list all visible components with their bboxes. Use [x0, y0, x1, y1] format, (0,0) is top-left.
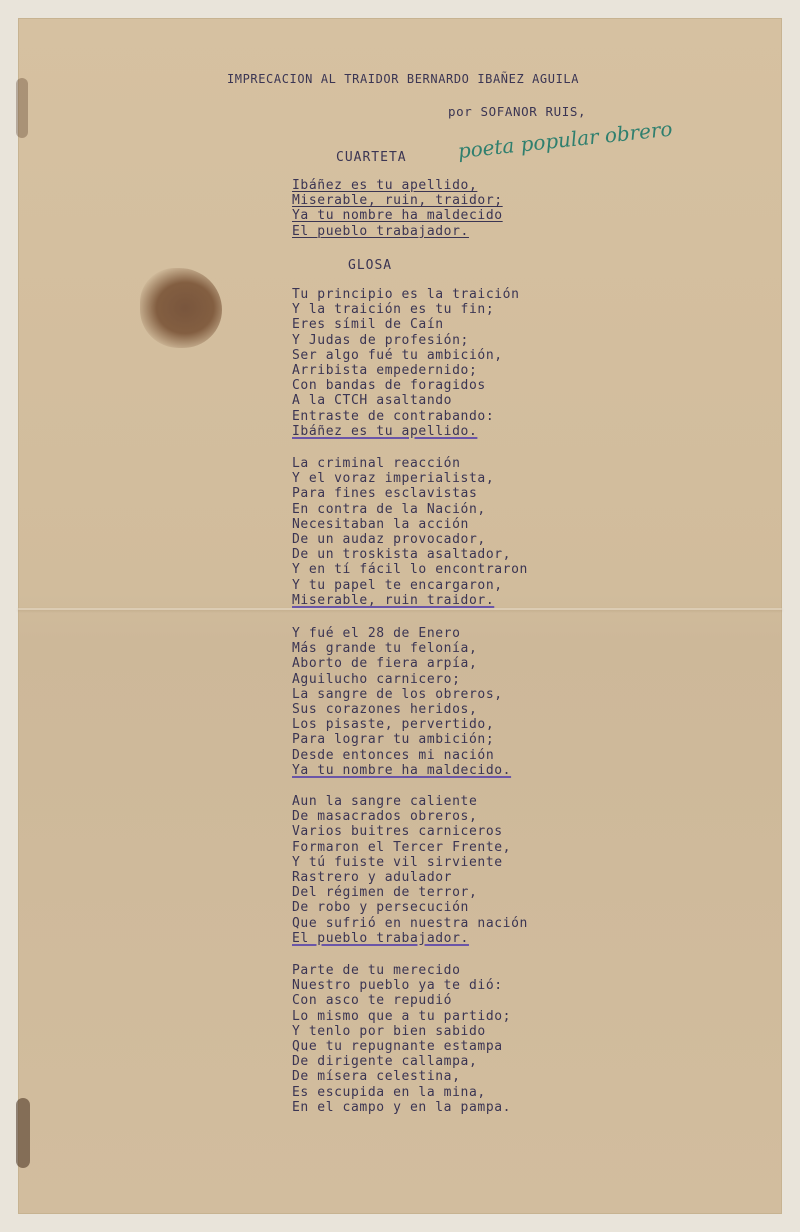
- verse-line: Arribista empedernido;: [292, 362, 478, 378]
- edge-stain: [16, 78, 28, 138]
- verse-line: Y la traición es tu fin;: [292, 302, 495, 318]
- verse-line: Con asco te repudió: [292, 993, 453, 1009]
- poem-title: IMPRECACION AL TRAIDOR BERNARDO IBAÑEZ AGUILA: [226, 72, 580, 86]
- verse-line: Y el voraz imperialista,: [292, 471, 495, 487]
- verse-line: Entraste de contrabando:: [292, 408, 495, 424]
- author-line: por SOFANOR RUIS,: [448, 104, 587, 119]
- verse-line: Ya tu nombre ha maldecido: [292, 208, 503, 224]
- verse-line: Ser algo fué tu ambición,: [292, 347, 503, 363]
- verse-line: La sangre de los obreros,: [292, 686, 503, 702]
- verse-line: De dirigente callampa,: [292, 1054, 478, 1070]
- verse-line: Que tu repugnante estampa: [292, 1038, 503, 1054]
- verse-line: Ibáñez es tu apellido.: [292, 423, 478, 439]
- handwritten-note: poeta popular obrero: [456, 116, 674, 164]
- verse-line: Parte de tu merecido: [292, 963, 461, 978]
- verse-line: De masacrados obreros,: [292, 809, 478, 825]
- verse-line: Necesitaban la acción: [292, 516, 469, 532]
- verse-line: En contra de la Nación,: [292, 501, 486, 517]
- verse-line: Y tú fuiste vil sirviente: [292, 854, 503, 870]
- paper-fold: [18, 608, 782, 610]
- glosa-stanza: [292, 963, 622, 1115]
- glosa-stanza: [292, 456, 622, 608]
- verse-line: De un troskista asaltador,: [292, 547, 512, 563]
- verse-line: Del régimen de terror,: [292, 885, 478, 901]
- verse-line: De robo y persecución: [292, 900, 469, 916]
- verse-line: Más grande tu felonía,: [292, 641, 478, 657]
- verse-line: Para lograr tu ambición;: [292, 732, 495, 748]
- verse-line: Y tu papel te encargaron,: [292, 577, 503, 593]
- verse-line: Es escupida en la mina,: [292, 1084, 486, 1100]
- verse-line: Formaron el Tercer Frente,: [292, 839, 512, 855]
- glosa-stanza: [292, 794, 622, 946]
- verse-line: En el campo y en la pampa.: [292, 1099, 512, 1115]
- verse-line: Ya tu nombre ha maldecido.: [292, 762, 512, 778]
- verse-line: Para fines esclavistas: [292, 486, 478, 502]
- glosa-stanza: [292, 626, 622, 778]
- verse-line: Aborto de fiera arpía,: [292, 656, 478, 672]
- verse-line: Miserable, ruin traidor.: [292, 592, 495, 608]
- verse-line: Con bandas de foragidos: [292, 378, 486, 394]
- verse-line: Y tenlo por bien sabido: [292, 1023, 486, 1039]
- verse-line: Los pisaste, pervertido,: [292, 717, 495, 733]
- verse-line: A la CTCH asaltando: [292, 393, 453, 409]
- verse-line: De mísera celestina,: [292, 1069, 461, 1085]
- verse-line: Aguilucho carnicero;: [292, 671, 461, 687]
- stain-mark: [140, 268, 222, 348]
- verse-line: Y en tí fácil lo encontraron: [292, 562, 528, 578]
- verse-line: Desde entonces mi nación: [292, 747, 495, 763]
- verse-line: El pueblo trabajador.: [292, 223, 469, 239]
- paper-sheet: [18, 18, 782, 1214]
- edge-stain: [16, 1098, 30, 1168]
- cuarteta-stanza: [292, 178, 622, 239]
- verse-line: Sus corazones heridos,: [292, 701, 478, 717]
- heading-glosa: GLOSA: [348, 258, 393, 273]
- verse-line: Que sufrió en nuestra nación: [292, 915, 528, 931]
- verse-line: Ibáñez es tu apellido,: [292, 178, 478, 193]
- verse-line: Tu principio es la traición: [292, 287, 520, 302]
- verse-line: Eres símil de Caín: [292, 317, 444, 333]
- verse-line: El pueblo trabajador.: [292, 930, 469, 946]
- verse-line: Y fué el 28 de Enero: [292, 626, 461, 641]
- verse-line: Varios buitres carniceros: [292, 824, 503, 840]
- verse-line: Y Judas de profesión;: [292, 332, 469, 348]
- verse-line: De un audaz provocador,: [292, 531, 486, 547]
- verse-line: Nuestro pueblo ya te dió:: [292, 978, 503, 994]
- verse-line: Miserable, ruin, traidor;: [292, 193, 503, 209]
- verse-line: Lo mismo que a tu partido;: [292, 1008, 512, 1024]
- heading-cuarteta: CUARTETA: [336, 150, 407, 165]
- verse-line: La criminal reacción: [292, 456, 461, 471]
- verse-line: Rastrero y adulador: [292, 869, 453, 885]
- verse-line: Aun la sangre caliente: [292, 794, 478, 809]
- glosa-stanza: [292, 287, 622, 439]
